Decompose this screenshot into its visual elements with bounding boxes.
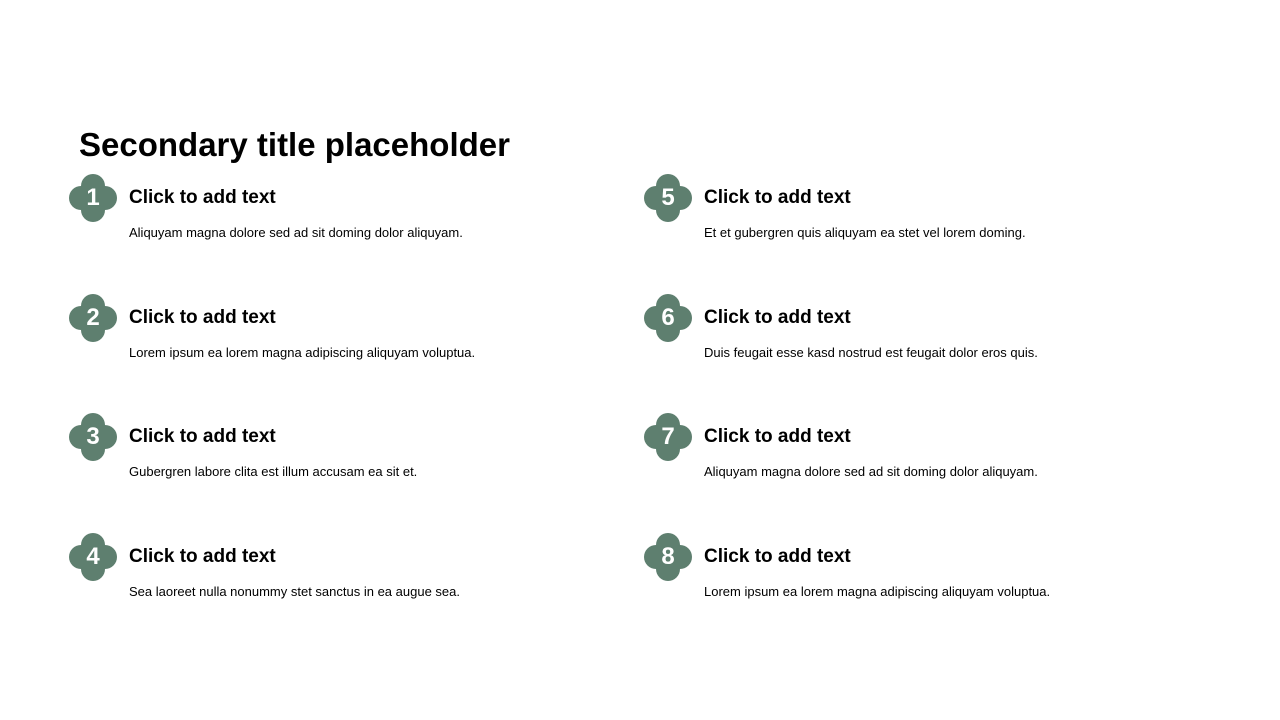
- item-heading[interactable]: Click to add text: [704, 307, 851, 328]
- list-item-1: [69, 174, 589, 244]
- number-badge: [69, 294, 117, 342]
- badge-number: 3: [86, 423, 100, 450]
- number-badge: [69, 413, 117, 461]
- badge-number: 6: [661, 304, 675, 331]
- badge-number: 5: [661, 184, 675, 211]
- number-badge: [644, 174, 692, 222]
- item-heading[interactable]: Click to add text: [129, 546, 276, 567]
- item-body[interactable]: Aliquyam magna dolore sed ad sit doming dolor aliquyam.: [704, 464, 1038, 479]
- item-body[interactable]: Aliquyam magna dolore sed ad sit doming dolor aliquyam.: [129, 225, 463, 240]
- list-item-4: [69, 533, 589, 603]
- item-heading[interactable]: Click to add text: [704, 546, 851, 567]
- item-heading[interactable]: Click to add text: [129, 187, 276, 208]
- item-body[interactable]: Duis feugait esse kasd nostrud est feugait dolor eros quis.: [704, 345, 1038, 360]
- item-heading[interactable]: Click to add text: [704, 187, 851, 208]
- list-item-6: [644, 294, 1164, 364]
- list-item-3: [69, 413, 589, 483]
- slide-title[interactable]: Secondary title placeholder: [79, 126, 510, 163]
- number-badge: [644, 413, 692, 461]
- number-badge: [69, 174, 117, 222]
- item-body[interactable]: Lorem ipsum ea lorem magna adipiscing aliquyam voluptua.: [129, 345, 476, 360]
- item-heading[interactable]: Click to add text: [129, 307, 276, 328]
- list-item-5: [644, 174, 1164, 244]
- badge-number: 4: [86, 543, 100, 570]
- list-item-2: [69, 294, 589, 364]
- list-item-8: [644, 533, 1164, 603]
- item-body[interactable]: Lorem ipsum ea lorem magna adipiscing aliquyam voluptua.: [704, 584, 1051, 599]
- item-heading[interactable]: Click to add text: [704, 426, 851, 447]
- badge-number: 1: [86, 184, 100, 211]
- number-badge: [644, 294, 692, 342]
- badge-number: 8: [661, 543, 675, 570]
- badge-number: 2: [86, 304, 100, 331]
- item-body[interactable]: Et et gubergren quis aliquyam ea stet vel lorem doming.: [704, 225, 1026, 240]
- item-body[interactable]: Sea laoreet nulla nonummy stet sanctus in ea augue sea.: [129, 584, 460, 599]
- number-badge: [69, 533, 117, 581]
- item-heading[interactable]: Click to add text: [129, 426, 276, 447]
- list-item-7: [644, 413, 1164, 483]
- number-badge: [644, 533, 692, 581]
- badge-number: 7: [661, 423, 675, 450]
- item-body[interactable]: Gubergren labore clita est illum accusam ea sit et.: [129, 464, 418, 479]
